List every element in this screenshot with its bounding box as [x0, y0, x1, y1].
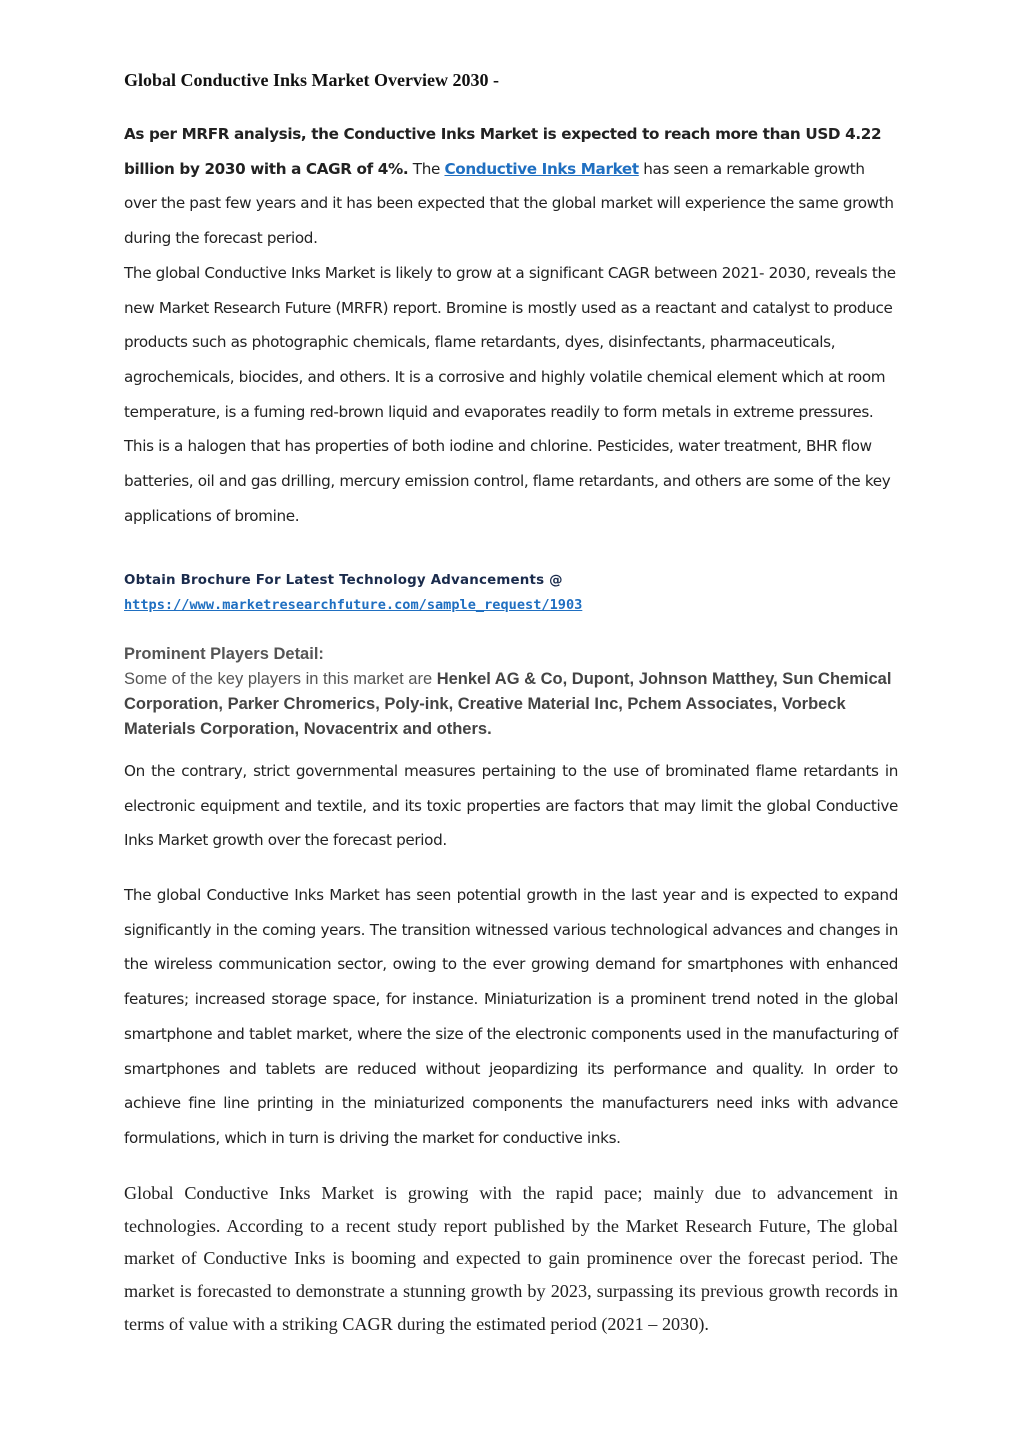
prominent-players-section	[124, 642, 898, 742]
intro-text-after-link: has seen a remarkable growth over the past few years and it has been expected that the global market will experience the same growth during the forecast period.	[124, 159, 894, 248]
brochure-section	[124, 568, 898, 618]
intro-text-before-link: The	[408, 159, 445, 178]
players-paragraph	[124, 667, 898, 742]
sample-request-link[interactable]: https://www.marketresearchfuture.com/sample_request/1903	[124, 597, 583, 613]
paragraph-growth: The global Conductive Inks Market has seen potential growth in the last year and is expected to expand significantly in the coming years. The transition witnessed various technological advances and changes in the wireless communication sector, owing to the ever growing demand for smartphones with enhanced features; increased storage space, for instance. Miniaturization is a prominent trend noted in the global smartphone and tablet market, where the size of the electronic components used in the manufacturing of smartphones and tablets are reduced without jeopardizing its performance and quality. In order to achieve fine line printing in the miniaturized components the manufacturers need inks with advance formulations, which in turn is driving the market for conductive inks.	[124, 886, 898, 1147]
intro-paragraph	[124, 117, 898, 533]
players-heading: Prominent Players Detail:	[124, 645, 324, 663]
document-title: Global Conductive Inks Market Overview 2030 -	[124, 70, 499, 90]
intro-second-paragraph: The global Conductive Inks Market is likely to grow at a significant CAGR between 2021- 2030, reveals the new Market Research Future (MRFR) report. Bromine is mostly used as a reactant and catalyst to produce products such as photographic chemicals, flame retardants, dyes, disinfectants, pharmaceuticals, agrochemicals, biocides, and others. It is a corrosive and highly volatile chemical element which at room temperature, is a fuming red-brown liquid and evaporates readily to form metals in extreme pressures. This is a halogen that has properties of both iodine and chlorine. Pesticides, water treatment, BHR flow batteries, oil and gas drilling, mercury emission control, flame retardants, and others are some of the key applications of bromine.	[124, 263, 896, 525]
paragraph-contrary: On the contrary, strict governmental measures pertaining to the use of brominated flame retardants in electronic equipment and textile, and its toxic properties are factors that may limit the global Conductive Inks Market growth over the forecast period.	[124, 762, 898, 850]
intro-bold-lead: As per MRFR analysis, the Conductive Inks Market is expected to reach more than USD 4.22 billion by 2030 with a CAGR of 4%.	[124, 125, 882, 178]
players-names: Henkel AG & Co, Dupont, Johnson Matthey, Sun Chemical Corporation, Parker Chromerics, Poly-ink, Creative Material Inc, Pchem Associates, Vorbeck Materials Corporation, Novacentrix and others.	[124, 670, 892, 738]
players-lead: Some of the key players in this market are	[124, 670, 437, 688]
conductive-inks-market-link[interactable]: Conductive Inks Market	[444, 159, 639, 178]
paragraph-final: Global Conductive Inks Market is growing with the rapid pace; mainly due to advancement in technologies. According to a recent study report published by the Market Research Future, The global market of Conductive Inks is booming and expected to gain prominence over the forecast period. The market is forecasted to demonstrate a stunning growth by 2023, surpassing its previous growth records in terms of value with a striking CAGR during the estimated period (2021 – 2030).	[124, 1183, 898, 1334]
brochure-label: Obtain Brochure For Latest Technology Advancements @	[124, 573, 563, 588]
